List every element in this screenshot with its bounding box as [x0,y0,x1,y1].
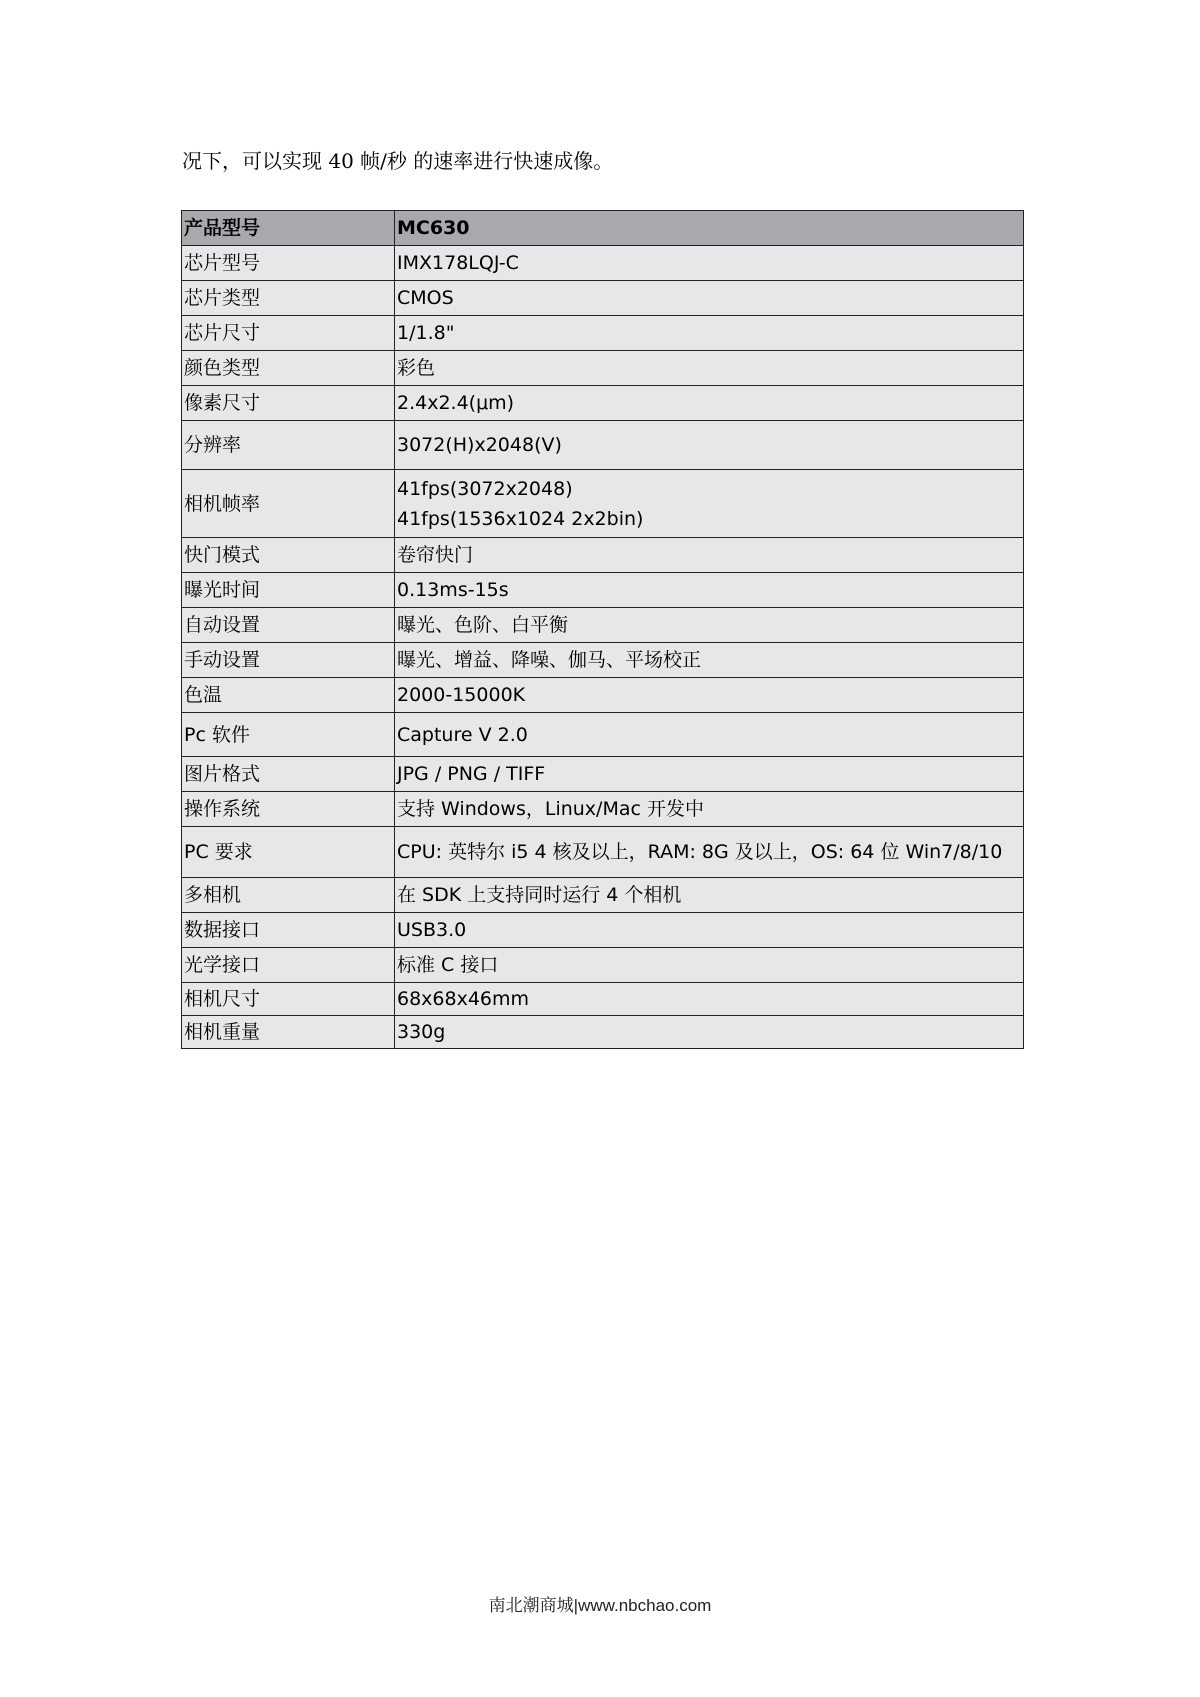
spec-table-row [182,1016,1024,1049]
spec-row-label: 颜色类型 [182,351,395,386]
spec-row-value [395,792,1024,827]
spec-table-row [182,948,1024,983]
spec-row-label: 芯片尺寸 [182,316,395,351]
spec-table-row [182,608,1024,643]
spec-table-row [182,713,1024,757]
spec-row-value [395,316,1024,351]
spec-row-value [395,757,1024,792]
spec-row-label: 自动设置 [182,608,395,643]
spec-table-row [182,281,1024,316]
spec-table-row [182,983,1024,1016]
spec-table-row [182,643,1024,678]
spec-row-value [395,713,1024,757]
page-footer: 南北潮商城|www.nbchao.com [488,1596,712,1615]
spec-row-value-line: 2000-15000K [397,684,526,706]
spec-row-value-line: 0.13ms-15s [397,579,509,601]
spec-row-label: 手动设置 [182,643,395,678]
spec-row-value-line: 卷帘快门 [397,544,474,566]
spec-table-row [182,827,1024,878]
spec-row-value-line: 在 SDK 上支持同时运行 4 个相机 [397,884,682,906]
spec-table-row [182,351,1024,386]
spec-table-header-row [182,211,1024,246]
spec-row-value-line: USB3.0 [397,919,467,941]
spec-row-value [395,948,1024,983]
spec-row-value [395,913,1024,948]
spec-row-label: 相机尺寸 [182,983,395,1016]
spec-table-row [182,470,1024,538]
spec-header-label: 产品型号 [182,211,395,246]
spec-row-label: 曝光时间 [182,573,395,608]
spec-row-value-line: 2.4x2.4(μm) [397,392,515,414]
spec-header-value: MC630 [395,211,1024,246]
spec-row-value [395,351,1024,386]
spec-row-value-line: 曝光、增益、降噪、伽马、平场校正 [397,649,702,671]
spec-table-row [182,757,1024,792]
spec-table-row [182,386,1024,421]
spec-row-value [395,386,1024,421]
spec-table-row [182,246,1024,281]
spec-row-value [395,878,1024,913]
spec-row-value [395,827,1024,878]
spec-table-row [182,316,1024,351]
spec-row-label: 数据接口 [182,913,395,948]
spec-row-value [395,538,1024,573]
spec-table-row [182,792,1024,827]
spec-table-row [182,573,1024,608]
spec-row-value-line: 曝光、色阶、白平衡 [397,614,569,636]
spec-table [181,210,1024,1049]
spec-row-label: 相机帧率 [182,470,395,538]
spec-row-value [395,281,1024,316]
spec-row-label: 光学接口 [182,948,395,983]
spec-row-value [395,643,1024,678]
spec-row-value-line: 标准 C 接口 [397,954,499,976]
spec-table-row [182,421,1024,470]
spec-table-row [182,878,1024,913]
spec-row-label: 相机重量 [182,1016,395,1049]
spec-table-row [182,538,1024,573]
spec-row-value-line: Capture V 2.0 [397,723,528,746]
spec-table-row [182,678,1024,713]
spec-table-row [182,913,1024,948]
spec-row-value-line: 1/1.8" [397,322,455,344]
spec-row-label: Pc 软件 [182,713,395,757]
spec-row-value-line: IMX178LQJ-C [397,252,519,274]
spec-row-value-line: CMOS [397,287,454,309]
spec-row-value [395,573,1024,608]
spec-row-value-line: 41fps(1536x1024 2x2bin) [397,507,644,530]
spec-row-label: 芯片型号 [182,246,395,281]
spec-row-value [395,1016,1024,1049]
spec-row-value-line: CPU: 英特尔 i5 4 核及以上，RAM: 8G 及以上，OS: 64 位 Win7/8/10 [397,841,1003,863]
spec-row-label: 芯片类型 [182,281,395,316]
spec-row-value-line: 68x68x46mm [397,988,530,1010]
spec-row-value-line: 330g [397,1021,446,1043]
spec-row-label: 快门模式 [182,538,395,573]
spec-row-label: 图片格式 [182,757,395,792]
spec-row-label: 分辨率 [182,421,395,470]
spec-row-value-line: 3072(H)x2048(V) [397,434,562,456]
spec-row-label: 色温 [182,678,395,713]
spec-row-value [395,678,1024,713]
spec-row-value [395,983,1024,1016]
spec-row-label: 操作系统 [182,792,395,827]
spec-row-value-line: JPG / PNG / TIFF [397,763,546,785]
spec-row-value [395,421,1024,470]
spec-row-label: PC 要求 [182,827,395,878]
spec-row-value-line: 彩色 [397,357,436,379]
spec-row-value [395,470,1024,538]
intro-paragraph: 况下，可以实现 40 帧/秒 的速率进行快速成像。 [182,149,614,173]
spec-row-value [395,246,1024,281]
spec-row-value-line: 41fps(3072x2048) [397,477,573,500]
spec-row-value [395,608,1024,643]
spec-row-label: 像素尺寸 [182,386,395,421]
spec-row-value-line: 支持 Windows，Linux/Mac 开发中 [397,798,704,820]
spec-row-label: 多相机 [182,878,395,913]
